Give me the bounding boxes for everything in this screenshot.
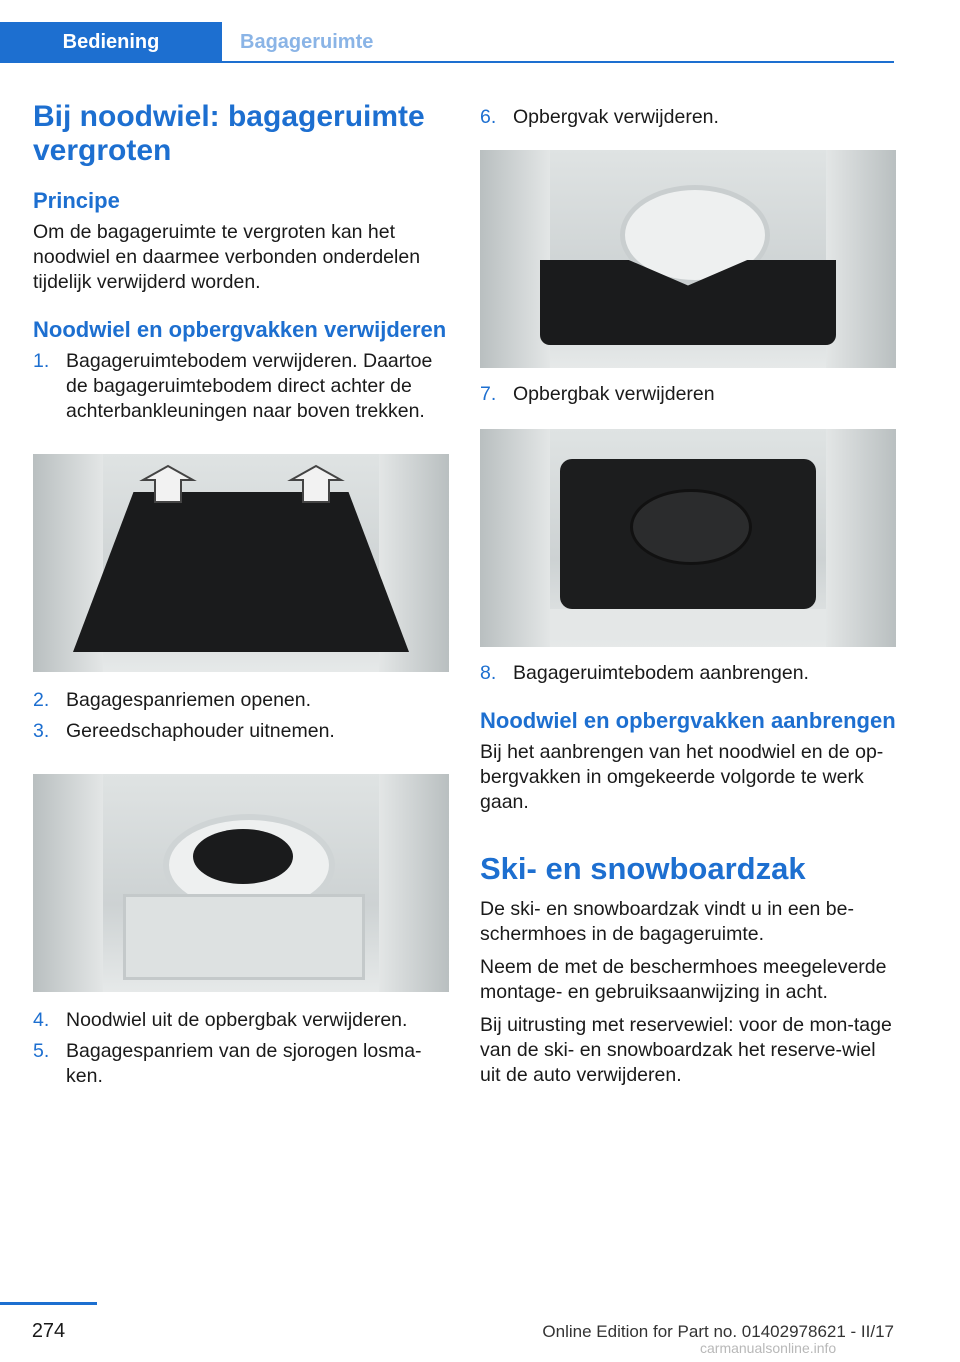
- principle-heading: Principe: [33, 188, 120, 213]
- principle-text: Om de bagageruimte te vergroten kan het noodwiel en daarmee verbonden onderdelen tijdelijk verwijderd worden.: [33, 221, 421, 293]
- steps-list-e: [480, 382, 896, 407]
- spare-wheel-figure: [33, 774, 449, 992]
- storage-compartment-figure: [480, 150, 896, 368]
- right-column: [480, 105, 896, 1088]
- list-item: 5. Bagagespanriem van de sjorogen losma‐ken.: [33, 1040, 422, 1087]
- steps-list-f: [480, 661, 896, 686]
- left-column: [33, 100, 449, 1089]
- arrow-up-icon: [143, 466, 341, 502]
- footer-divider: [0, 1302, 97, 1305]
- list-item: 7. Opbergbak verwijderen: [480, 383, 715, 405]
- install-heading: Noodwiel en opbergvakken aanbrengen: [480, 708, 896, 733]
- ski-paragraph-2: Neem de met de beschermhoes meegeleverde montage- en gebruiksaanwijzing in acht.: [480, 956, 887, 1003]
- arrow-up-icons: [33, 454, 449, 672]
- list-item: 8. Bagageruimtebodem aanbrengen.: [480, 662, 809, 684]
- list-item: 3. Gereedschaphouder uitnemen.: [33, 720, 335, 742]
- page-number: 274: [31, 1320, 66, 1342]
- steps-list-c: [33, 1008, 449, 1089]
- list-item: 2. Bagagespanriemen openen.: [33, 689, 312, 711]
- remove-heading: Noodwiel en opbergvakken verwijderen: [33, 317, 447, 342]
- ski-heading: Ski- en snowboardzak: [480, 851, 806, 886]
- list-item: 4. Noodwiel uit de opbergbak verwijderen.: [33, 1009, 408, 1031]
- storage-box-figure: [480, 429, 896, 647]
- trunk-floor-figure: [33, 454, 449, 672]
- install-text: Bij het aanbrengen van het noodwiel en de op‐bergvakken in omgekeerde volgorde te werk gaan.: [480, 741, 884, 813]
- page-title: Bij noodwiel: bagageruimte vergroten: [33, 100, 425, 167]
- list-item: 6. Opbergvak verwijderen.: [480, 106, 719, 128]
- steps-list-b: [33, 688, 449, 744]
- ski-paragraph-3: Bij uitrusting met reservewiel: voor de mon‐tage van de ski- en snowboardzak het reserve‐wiel uit de auto verwijderen.: [480, 1014, 892, 1086]
- watermark: carmanualsonline.info: [700, 1340, 837, 1356]
- page-header: [0, 0, 960, 62]
- ski-paragraph-1: De ski- en snowboardzak vindt u in een be‐schermhoes in de bagageruimte.: [480, 898, 854, 945]
- edition-text: Online Edition for Part no. 01402978621 - II/17: [542, 1322, 894, 1341]
- section-tab-bagageruimte: Bagageruimte: [240, 30, 374, 53]
- steps-list-d: [480, 105, 896, 130]
- header-divider: [0, 61, 894, 63]
- steps-list-a: [33, 349, 449, 424]
- section-tab-bediening: Bediening: [0, 22, 222, 62]
- list-item: 1. Bagageruimtebodem verwijderen. Daartoe de bagageruimtebodem direct achter de achterbankleuningen naar boven trekken.: [33, 350, 433, 422]
